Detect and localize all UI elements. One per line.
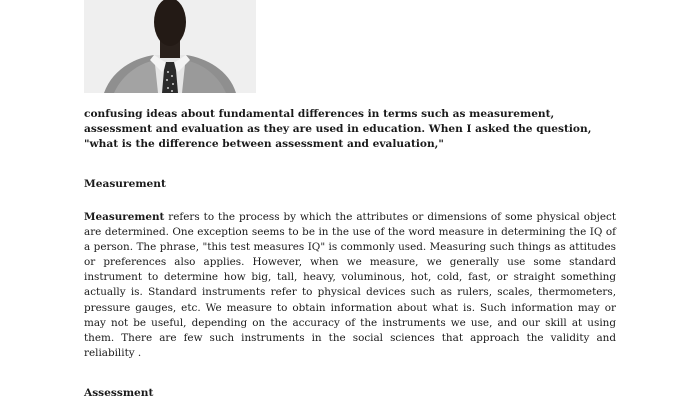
section-heading-measurement: Measurement — [84, 178, 166, 190]
portrait-image — [84, 0, 256, 93]
section-heading-assessment: Assessment — [84, 387, 154, 399]
measurement-paragraph — [84, 210, 616, 361]
measurement-term: Measurement — [84, 211, 165, 223]
measurement-body-text: refers to the process by which the attributes or dimensions of some physical object are determined. One exception seems to be in the use of the word measure in determining the IQ of a person. The phrase, "this test measures IQ" is commonly used. Measuring such things as attitudes or preferences also applies. However, when we measure, we generally use some standard instrument to determine how big, tall, heavy, voluminous, hot, cold, fast, or straight something actually is. Standard instruments refer to physical devices such as rulers, scales, thermometers, pressure gauges, etc. We measure to obtain information about what is. Such information may or may not be useful, depending on the accuracy of the instruments we use, and our skill at using them. There are few such instruments in the social sciences that approach the validity and reliability . — [84, 211, 616, 359]
intro-paragraph: confusing ideas about fundamental differences in terms such as measurement, assessment and evaluation as they are used in education. When I asked the question, "what is the difference between assessment and evaluation," — [84, 108, 592, 150]
author-photo — [84, 0, 256, 93]
